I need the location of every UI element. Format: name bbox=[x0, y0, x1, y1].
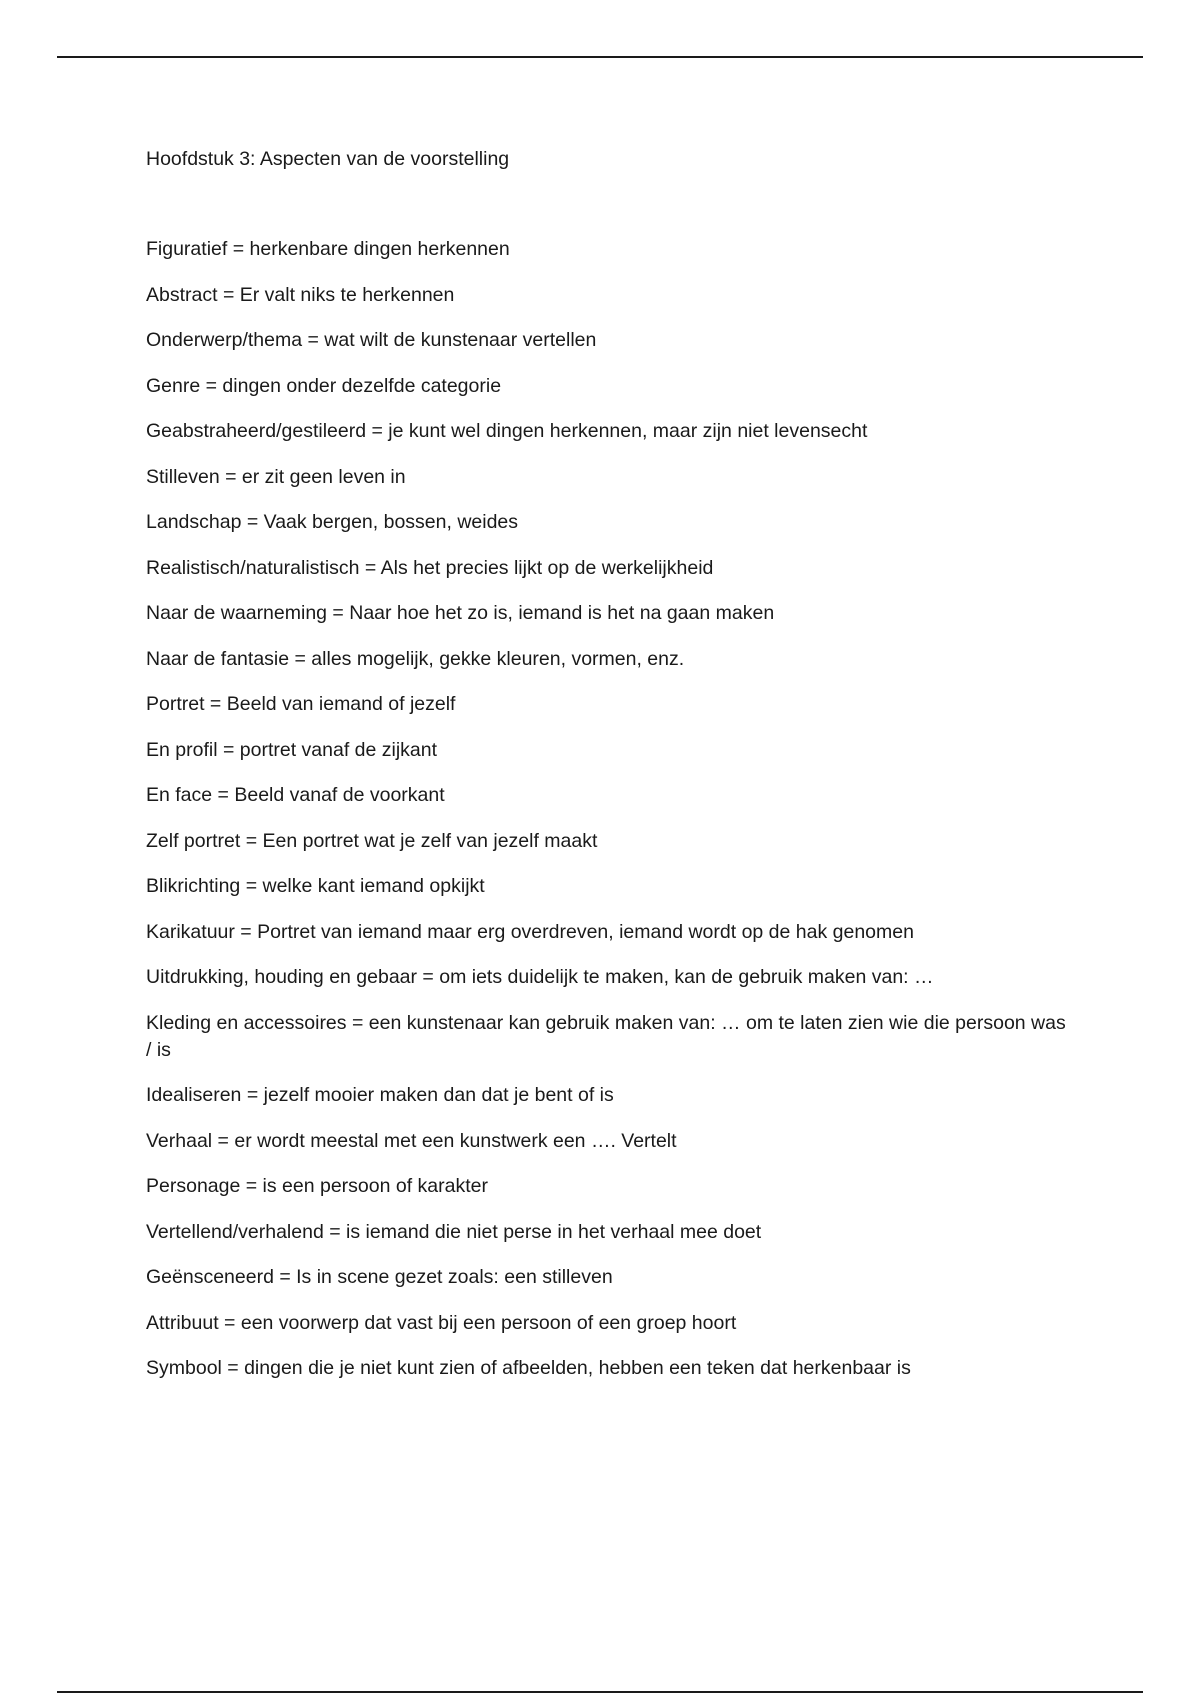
definition-entry: Stilleven = er zit geen leven in bbox=[146, 465, 406, 488]
definition-entry: Geënsceneerd = Is in scene gezet zoals: een stilleven bbox=[146, 1266, 613, 1288]
definition-entry: Portret = Beeld van iemand of jezelf bbox=[146, 693, 456, 715]
definition-entry: Realistisch/naturalistisch = Als het precies lijkt op de werkelijkheid bbox=[146, 556, 714, 579]
definition-entry: Symbool = dingen die je niet kunt zien of afbeelden, hebben een teken dat herkenbaar is bbox=[146, 1357, 911, 1379]
definition-entry: Naar de waarneming = Naar hoe het zo is, iemand is het na gaan maken bbox=[146, 602, 775, 624]
definition-entry: Onderwerp/thema = wat wilt de kunstenaar vertellen bbox=[146, 329, 597, 351]
definition-entry: Blikrichting = welke kant iemand opkijkt bbox=[146, 875, 485, 897]
definition-entry: Personage = is een persoon of karakter bbox=[146, 1175, 489, 1197]
definition-entry: Zelf portret = Een portret wat je zelf van jezelf maakt bbox=[146, 829, 598, 852]
definition-entry: Verhaal = er wordt meestal met een kunstwerk een …. Vertelt bbox=[146, 1129, 677, 1152]
definition-entry: Genre = dingen onder dezelfde categorie bbox=[146, 374, 502, 397]
definition-entry: Naar de fantasie = alles mogelijk, gekke kleuren, vormen, enz. bbox=[146, 647, 685, 670]
definition-entry: Vertellend/verhalend = is iemand die niet perse in het verhaal mee doet bbox=[146, 1220, 762, 1243]
definition-entry: Abstract = Er valt niks te herkennen bbox=[146, 283, 455, 306]
bottom-rule bbox=[57, 1691, 1143, 1693]
definition-entry: Geabstraheerd/gestileerd = je kunt wel dingen herkennen, maar zijn niet levensecht bbox=[146, 420, 868, 442]
definition-entry: Figuratief = herkenbare dingen herkennen bbox=[146, 238, 510, 260]
definition-entry: Idealiseren = jezelf mooier maken dan dat je bent of is bbox=[146, 1084, 614, 1106]
definition-entry: En profil = portret vanaf de zijkant bbox=[146, 738, 438, 761]
definition-list bbox=[146, 236, 1076, 1382]
page-title: Hoofdstuk 3: Aspecten van de voorstelling bbox=[146, 148, 510, 170]
top-rule bbox=[57, 56, 1143, 58]
definition-entry: Uitdrukking, houding en gebaar = om iets duidelijk te maken, kan de gebruik maken van: … bbox=[146, 966, 934, 988]
definition-entry: Kleding en accessoires = een kunstenaar kan gebruik maken van: … om te laten zien wie die persoon was / is bbox=[146, 1011, 1066, 1061]
definition-entry: Attribuut = een voorwerp dat vast bij een persoon of een groep hoort bbox=[146, 1311, 737, 1334]
definition-entry: En face = Beeld vanaf de voorkant bbox=[146, 784, 445, 806]
definition-entry: Karikatuur = Portret van iemand maar erg overdreven, iemand wordt op de hak genomen bbox=[146, 920, 914, 943]
definition-entry: Landschap = Vaak bergen, bossen, weides bbox=[146, 511, 519, 533]
document-body bbox=[146, 146, 1076, 1401]
